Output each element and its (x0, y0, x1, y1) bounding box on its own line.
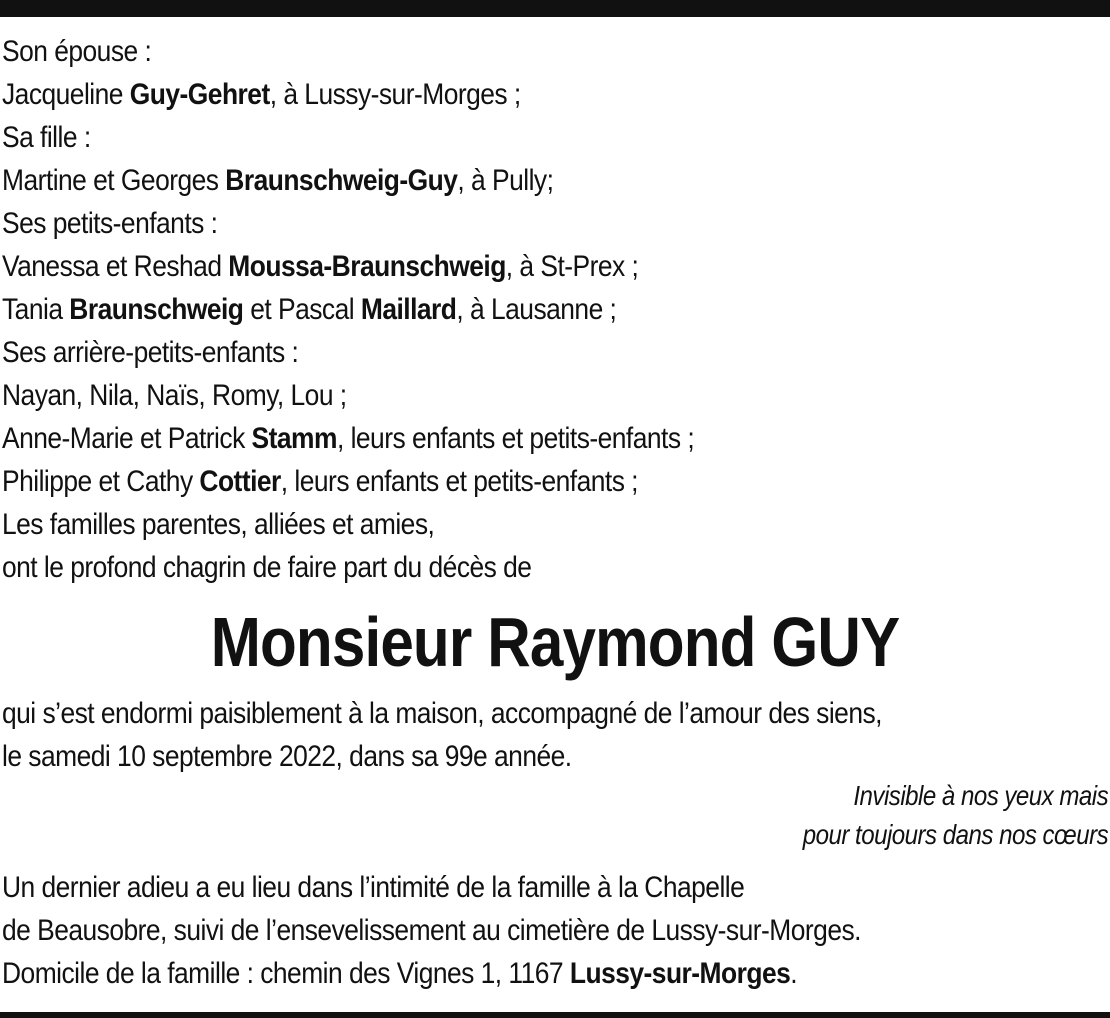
top-rule (0, 0, 1110, 17)
text-line (2, 159, 970, 202)
text-segment: Les familles parentes, alliées et amies, (2, 508, 435, 541)
text-segment: Domicile de la famille : chemin des Vignes 1, 1167 (2, 957, 570, 990)
text-line (2, 116, 970, 159)
text-segment: Ses petits-enfants : (2, 207, 218, 240)
family-announcement-block (2, 30, 1102, 589)
text-segment: , à St-Prex ; (505, 250, 639, 283)
text-line (2, 735, 975, 778)
text-segment: . (790, 957, 798, 990)
text-segment: , leurs enfants et petits-enfants ; (336, 422, 695, 455)
text-segment: Martine et Georges (2, 164, 226, 197)
bold-name: Stamm (251, 422, 337, 455)
text-line (2, 417, 970, 460)
text-line (2, 866, 975, 909)
text-segment: de Beausobre, suivi de l’ensevelissement au cimetière de Lussy-sur-Morges. (2, 914, 861, 947)
passing-details-block (2, 692, 1108, 778)
bold-name: Braunschweig (69, 293, 244, 326)
bold-name: Braunschweig-Guy (225, 164, 458, 197)
text-line (2, 245, 970, 288)
text-line (2, 331, 970, 374)
bold-name: Cottier (199, 465, 281, 498)
text-segment: , à Lussy-sur-Morges ; (269, 78, 521, 111)
text-segment: Sa fille : (2, 121, 91, 154)
text-line (2, 503, 970, 546)
quote-line: pour toujours dans nos cœurs (802, 819, 1108, 850)
quote-line: Invisible à nos yeux mais (853, 780, 1108, 811)
text-segment: Philippe et Cathy (2, 465, 200, 498)
text-line (2, 202, 970, 245)
text-line (2, 30, 970, 73)
bold-name: Maillard (360, 293, 457, 326)
text-line (2, 546, 970, 589)
ceremony-details-block (2, 866, 1108, 995)
text-segment: Nayan, Nila, Naïs, Romy, Lou ; (2, 379, 347, 412)
text-segment: Ses arrière-petits-enfants : (2, 336, 299, 369)
text-line (2, 288, 970, 331)
text-line (2, 952, 975, 995)
text-segment: Tania (2, 293, 70, 326)
text-segment: Jacqueline (2, 78, 130, 111)
text-segment: , à Pully; (457, 164, 554, 197)
text-segment: Un dernier adieu a eu lieu dans l’intimité de la famille à la Chapelle (2, 871, 745, 904)
text-segment: , à Lausanne ; (456, 293, 617, 326)
text-segment: Son épouse : (2, 35, 152, 68)
text-line (2, 460, 970, 503)
text-segment: le samedi 10 septembre 2022, dans sa 99e année. (2, 740, 572, 773)
bottom-rule (0, 1012, 1110, 1018)
text-line (2, 73, 970, 116)
text-line (2, 909, 975, 952)
bold-name: Moussa-Braunschweig (228, 250, 506, 283)
text-segment: qui s’est endormi paisiblement à la maison, accompagné de l’amour des siens, (2, 697, 882, 730)
text-segment: et Pascal (243, 293, 361, 326)
text-line (2, 692, 975, 735)
bold-name: Lussy-sur-Morges (569, 957, 791, 990)
bold-name: Guy-Gehret (129, 78, 270, 111)
text-segment: , leurs enfants et petits-enfants ; (280, 465, 638, 498)
text-segment: Vanessa et Reshad (2, 250, 229, 283)
deceased-name-heading: Monsieur Raymond GUY (210, 603, 900, 681)
text-segment: Anne-Marie et Patrick (2, 422, 252, 455)
text-segment: ont le profond chagrin de faire part du décès de (2, 551, 532, 584)
memorial-quote (753, 776, 1108, 854)
text-line (2, 374, 970, 417)
